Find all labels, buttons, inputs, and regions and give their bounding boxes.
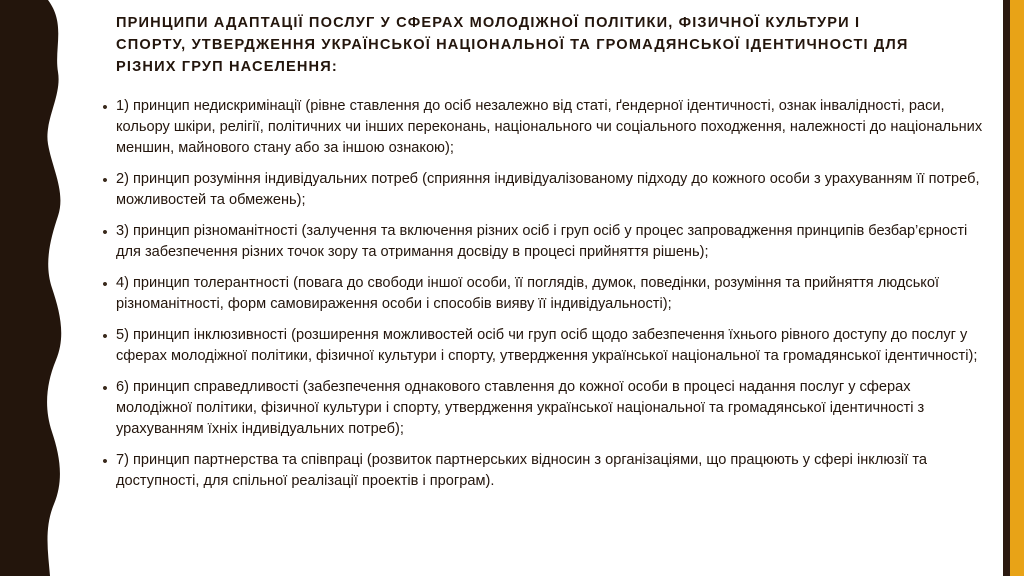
list-item-text: 7) принцип партнерства та співпраці (розвиток партнерських відносин з організаціями, що працюють у сфері інклюзії та доступності, для спільної реалізації проектів і програм). [116,452,927,489]
left-wave-decoration [0,0,72,576]
bullet-point-icon: • [102,224,108,241]
bullet-point-icon: • [102,453,108,470]
list-item-text: 6) принцип справедливості (забезпечення однакового ставлення до кожної особи в процесі надання послуг у сферах молодіжної політики, фізичної культури і спорту, утвердження української національної та громадянської ідентичності з урахуванням їхніх індивідуальних потреб); [116,379,925,437]
list-item [94,96,984,159]
list-item-text: 4) принцип толерантності (повага до свободи іншої особи, її поглядів, думок, поведінки, розуміння та прийняття людської різноманітності, форм самовираження особи і способів вияву її індивідуальності); [116,275,940,312]
bullet-point-icon: • [102,99,108,116]
list-item [94,325,984,367]
list-item [94,221,984,263]
bullet-point-icon: • [102,380,108,397]
list-item [94,450,984,492]
accent-bar-dark [1003,0,1010,576]
bullet-point-icon: • [102,328,108,345]
list-item [94,169,984,211]
bullet-list [94,96,984,502]
list-item-text: 1) принцип недискримінації (рівне ставлення до осіб незалежно від статі, ґендерної ідентичності, ознак інвалідності, раси, кольору шкіри, релігії, політичних чи інших переконань, національного чи соціального походження, належності до національних меншин, майнового стану або за іншою ознакою); [116,98,983,156]
list-item-text: 3) принцип різноманітності (залучення та включення різних осіб і груп осіб у процес запровадження принципів безбар’єрності для забезпечення різних точок зору та отримання досвіду в процесі прийняття рішень); [116,223,968,260]
bullet-point-icon: • [102,276,108,293]
slide-content [86,0,986,576]
slide-title: ПРИНЦИПИ АДАПТАЦІЇ ПОСЛУГ У СФЕРАХ МОЛОДІЖНОЇ ПОЛІТИКИ, ФІЗИЧНОЇ КУЛЬТУРИ І СПОРТУ, УТВЕРДЖЕННЯ УКРАЇНСЬКОЇ НАЦІОНАЛЬНОЇ ТА ГРОМАДЯНСЬКОЇ ІДЕНТИЧНОСТІ ДЛЯ РІЗНИХ ГРУП НАСЕЛЕННЯ: [116,15,909,76]
list-item [94,273,984,315]
right-accent-bars [996,0,1024,576]
list-item-text: 5) принцип інклюзивності (розширення можливостей осіб чи груп осіб щодо забезпечення їхнього рівного доступу до послуг у сферах молодіжної політики, фізичної культури і спорту, утвердження української національної та громадянської ідентичності); [116,327,978,364]
list-item [94,377,984,440]
accent-bar-gold [1010,0,1024,576]
bullet-point-icon: • [102,172,108,189]
list-item-text: 2) принцип розуміння індивідуальних потреб (сприяння індивідуалізованому підходу до кожного особи з урахуванням її потреб, можливостей та обмежень); [116,171,980,208]
